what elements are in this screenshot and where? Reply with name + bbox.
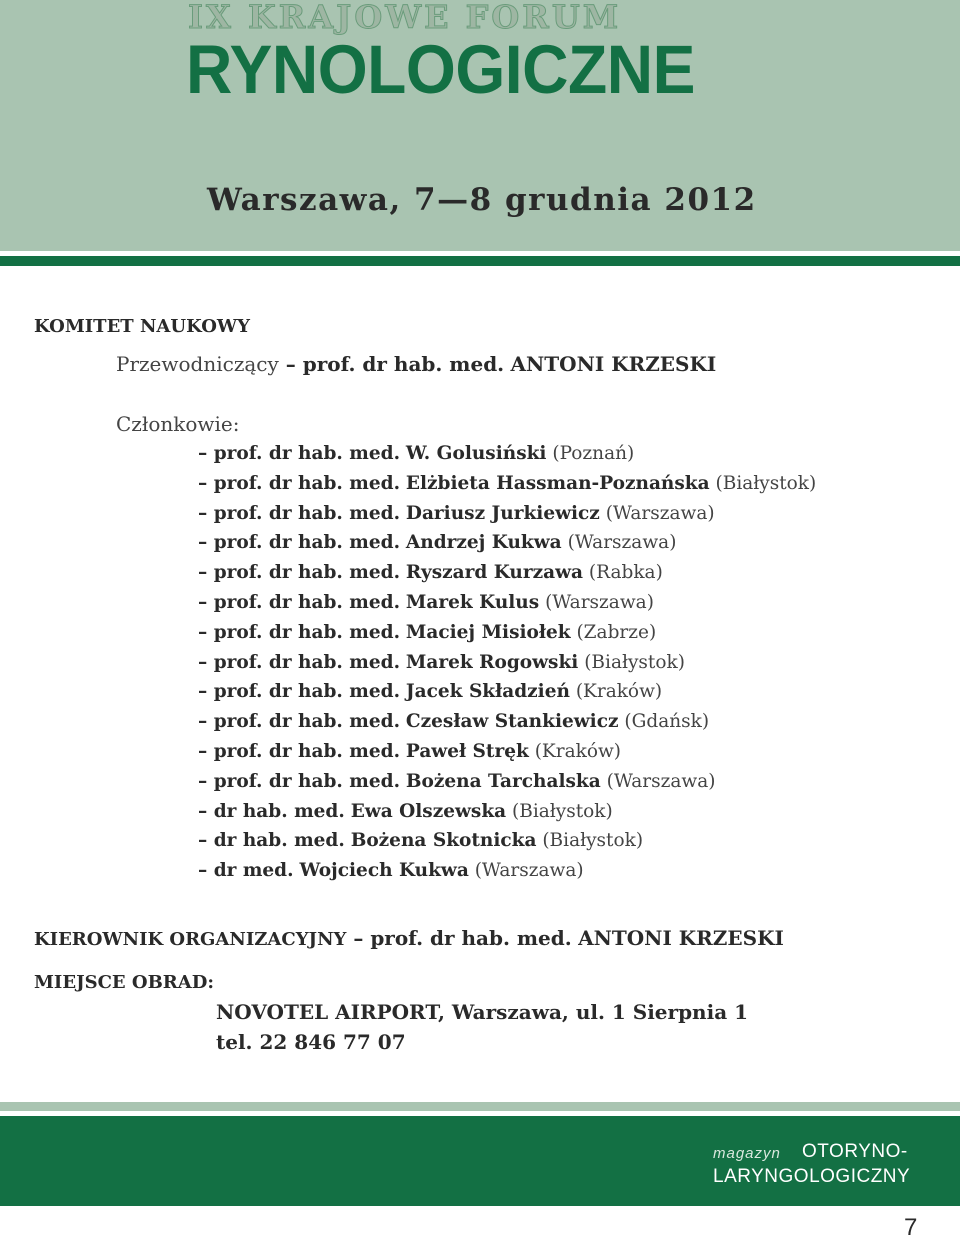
member-row bbox=[198, 860, 584, 881]
member-city: (Warszawa) bbox=[567, 532, 677, 554]
member-dash: – bbox=[198, 502, 214, 524]
member-city: (Białystok) bbox=[715, 472, 817, 494]
forum-date: Warszawa, 7—8 grudnia 2012 bbox=[207, 182, 757, 218]
member-name: W. Golusiński bbox=[405, 443, 547, 464]
member-row bbox=[198, 830, 643, 851]
member-title: prof. dr hab. med. bbox=[213, 741, 401, 762]
member-name: Andrzej Kukwa bbox=[405, 532, 562, 554]
member-row bbox=[198, 562, 663, 583]
member-title: prof. dr hab. med. bbox=[213, 651, 401, 673]
committee-heading: KOMITET NAUKOWY bbox=[34, 316, 250, 337]
member-city: (Białystok) bbox=[584, 651, 685, 673]
member-dash: – bbox=[198, 532, 214, 554]
member-title: prof. dr hab. med. bbox=[213, 770, 401, 792]
member-row bbox=[198, 711, 709, 732]
member-title: prof. dr hab. med. bbox=[213, 532, 401, 554]
member-name: Bożena Tarchalska bbox=[405, 770, 601, 792]
member-city: (Poznań) bbox=[552, 443, 635, 464]
forum-main-title: RYNOLOGICZNE bbox=[186, 31, 695, 108]
header-divider-dark bbox=[0, 256, 960, 266]
member-row bbox=[198, 473, 816, 494]
organizer-dash: – bbox=[346, 926, 371, 950]
magazine-label-small: magazyn bbox=[713, 1145, 781, 1162]
member-name: Czesław Stankiewicz bbox=[405, 711, 619, 733]
organizer-label: KIEROWNIK ORGANIZACYJNY bbox=[34, 929, 347, 950]
chair-title: prof. dr hab. med. bbox=[302, 352, 505, 376]
venue-address: NOVOTEL AIRPORT, Warszawa, ul. 1 Sierpnia 1 bbox=[216, 1000, 749, 1024]
member-city: (Warszawa) bbox=[474, 860, 584, 882]
member-dash: – bbox=[198, 443, 214, 464]
member-title: prof. dr hab. med. bbox=[213, 502, 401, 524]
member-city: (Rabka) bbox=[588, 562, 663, 584]
member-name: Marek Rogowski bbox=[405, 651, 579, 673]
member-dash: – bbox=[198, 621, 214, 643]
member-row bbox=[198, 592, 654, 613]
member-title: prof. dr hab. med. bbox=[213, 472, 401, 494]
member-title: dr hab. med. bbox=[213, 800, 345, 822]
chair-dash: – bbox=[278, 352, 303, 376]
committee-chair bbox=[116, 352, 716, 376]
member-title: prof. dr hab. med. bbox=[213, 711, 401, 733]
member-name: Elżbieta Hassman-Poznańska bbox=[405, 472, 710, 494]
members-label: Członkowie: bbox=[116, 412, 240, 436]
member-row bbox=[198, 771, 715, 792]
member-row bbox=[198, 443, 634, 464]
member-dash: – bbox=[198, 592, 214, 613]
member-city: (Warszawa) bbox=[605, 502, 715, 524]
member-city: (Kraków) bbox=[575, 681, 663, 703]
organizer-title: prof. dr hab. med. bbox=[370, 926, 572, 950]
member-title: dr med. bbox=[213, 860, 294, 882]
venue-label: MIEJSCE OBRAD: bbox=[34, 972, 214, 993]
footer-divider bbox=[0, 1102, 960, 1111]
member-name: Maciej Misiołek bbox=[405, 621, 571, 643]
member-title: prof. dr hab. med. bbox=[213, 621, 401, 643]
member-dash: – bbox=[198, 770, 214, 792]
member-dash: – bbox=[198, 741, 214, 762]
member-name: Paweł Stręk bbox=[405, 741, 529, 762]
member-row bbox=[198, 741, 621, 762]
member-row bbox=[198, 503, 715, 524]
member-title: prof. dr hab. med. bbox=[213, 562, 401, 584]
member-row bbox=[198, 801, 613, 822]
member-dash: – bbox=[198, 830, 214, 852]
member-city: (Białystok) bbox=[542, 830, 644, 852]
member-dash: – bbox=[198, 681, 214, 703]
member-name: Ryszard Kurzawa bbox=[405, 562, 584, 584]
member-city: (Kraków) bbox=[534, 741, 622, 762]
venue-phone: tel. 22 846 77 07 bbox=[216, 1030, 406, 1054]
organizer-name: ANTONI KRZESKI bbox=[578, 926, 784, 950]
member-name: Ewa Olszewska bbox=[350, 800, 507, 822]
member-row bbox=[198, 532, 676, 553]
member-title: dr hab. med. bbox=[213, 830, 345, 852]
organizer-line bbox=[34, 926, 784, 950]
member-dash: – bbox=[198, 472, 214, 494]
member-title: prof. dr hab. med. bbox=[213, 592, 401, 613]
member-dash: – bbox=[198, 651, 214, 673]
page-number: 7 bbox=[904, 1214, 918, 1241]
member-name: Dariusz Jurkiewicz bbox=[405, 502, 600, 524]
member-row bbox=[198, 622, 656, 643]
member-city: (Gdańsk) bbox=[624, 711, 710, 733]
chair-name: ANTONI KRZESKI bbox=[510, 352, 717, 376]
member-dash: – bbox=[198, 711, 214, 733]
member-name: Wojciech Kukwa bbox=[299, 860, 469, 882]
member-row bbox=[198, 681, 662, 702]
member-name: Marek Kulus bbox=[405, 592, 540, 613]
magazine-title-line1: OTORYNO- bbox=[802, 1141, 908, 1162]
member-dash: – bbox=[198, 562, 214, 584]
member-city: (Warszawa) bbox=[606, 770, 716, 792]
member-city: (Warszawa) bbox=[545, 592, 654, 613]
member-dash: – bbox=[198, 860, 214, 882]
forum-edition-title: IX KRAJOWE FORUM bbox=[188, 0, 622, 36]
member-title: prof. dr hab. med. bbox=[213, 681, 401, 703]
member-city: (Zabrze) bbox=[576, 621, 657, 643]
member-name: Jacek Składzień bbox=[405, 681, 570, 703]
chair-prefix: Przewodniczący bbox=[116, 352, 279, 376]
magazine-title-line2: LARYNGOLOGICZNY bbox=[713, 1166, 911, 1187]
member-dash: – bbox=[198, 800, 214, 822]
member-name: Bożena Skotnicka bbox=[350, 830, 537, 852]
member-title: prof. dr hab. med. bbox=[213, 443, 401, 464]
member-row bbox=[198, 652, 685, 673]
member-city: (Białystok) bbox=[512, 800, 613, 822]
